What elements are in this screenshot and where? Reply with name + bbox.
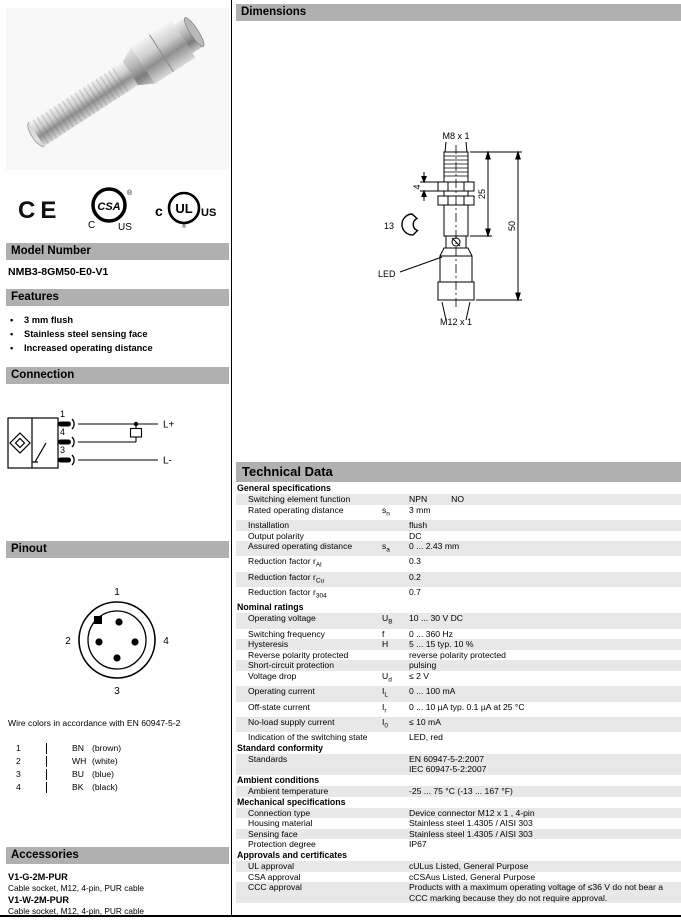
wire-colors-table [16,742,216,794]
tech-row: CSA approval cCSAus Listed, General Purpose [248,871,536,882]
ce-mark-icon [16,191,68,227]
connection-header: Connection [6,367,229,384]
tech-row: Hysteresis H 5 ... 15 typ. 10 % [236,639,681,650]
dim-25-label: 25 [477,188,487,200]
tech-row: Indication of the switching state LED, red [248,732,443,743]
tech-row: Rated operating distance $s_n$ 3 mm [248,504,431,518]
tech-section-header: Ambient conditions [236,775,681,786]
wire-color-row: 1 BN (brown) [16,743,122,753]
pinout-header: Pinout [6,541,229,558]
connection-pin1-label: 1 [60,409,66,419]
tech-row: No-load supply current $I_0$ ≤ 10 mA [236,717,681,732]
ul-c-text: c [155,203,163,219]
tech-row: Operating voltage $U_B$ 10 ... 30 V DC [236,613,681,628]
csa-us-text: US [117,222,132,233]
model-number-value: NMB3-8GM50-E0-V1 [8,266,109,278]
tech-section-header: Standard conformity [236,743,681,754]
dim-wrench-size-label: 13 [384,221,395,231]
column-divider [231,0,232,916]
product-photo [6,8,229,170]
connection-lplus-label: L+ [163,419,175,431]
certification-logos [6,180,229,238]
dim-4-label: 4 [412,184,422,190]
tech-row: Assured operating distance $s_a$ 0 ... 2.43 mm [236,541,681,556]
accessories-header: Accessories [6,847,229,864]
technical-data-table [236,483,681,903]
tech-row: Voltage drop $U_d$ ≤ 2 V [248,671,430,684]
accessories-list [8,870,228,916]
dim-50-label: 50 [507,220,517,232]
ce-mark-text: CE [18,197,62,224]
ul-logo-icon [153,186,219,232]
csa-logo-text: CSA [96,201,121,213]
tech-row: Protection degree IP67 [248,839,427,850]
left-column [6,0,229,923]
dim-thread-top-label: M8 x 1 [442,131,470,141]
wrench-icon [402,214,418,235]
tech-row: Reduction factor $r_{Cu}$ 0.2 [236,572,681,587]
tech-section-header: General specifications [236,483,681,494]
feature-item: • Stainless steel sensing face [10,329,148,339]
tech-row: Output polarity DC [248,530,422,541]
connection-pin4-label: 4 [60,427,66,437]
connection-diagram [6,396,229,526]
tech-row: CCC approval Products with a maximum operating voltage of ≤36 V do not bear a CCC marking because they do not require approval. [236,882,681,903]
tech-row: Sensing face Stainless steel 1.4305 / AISI 303 [236,829,681,840]
wire-color-row: 2 WH (white) [16,756,118,766]
wire-color-row: 3 BU (blue) [16,769,114,779]
tech-row: Off-state current $I_r$ 0 ... 10 µA typ. 0.1 µA at 25 °C [248,701,525,715]
tech-row: Reduction factor $r_{304}$ 0.7 [248,587,421,600]
pinout-diagram [6,578,229,713]
tech-row: UL approval cULus Listed, General Purpose [236,861,681,872]
pinout-pin4-label: 4 [163,636,169,647]
tech-row: Ambient temperature -25 ... 75 °C (-13 ... 167 °F) [236,786,681,797]
tech-row: Switching frequency f 0 ... 360 Hz [248,628,453,639]
accessory-item: V1-W-2M-PUR Cable socket, M12, 4-pin, PUR cable [8,895,145,916]
ul-us-text: US [201,207,217,219]
pinout-pin2-label: 2 [65,636,71,647]
dim-thread-bottom-label: M12 x 1 [439,317,473,327]
features-list [8,313,228,355]
tech-row: Installation flush [236,520,681,531]
ul-registered-mark: ® [182,224,186,230]
csa-c-text: C [87,220,95,231]
csa-registered-mark: ® [126,190,132,197]
dim-led-label: LED [378,269,396,279]
tech-row: Reduction factor $r_{Al}$ 0.3 [248,556,421,570]
tech-row: Housing material Stainless steel 1.4305 / AISI 303 [248,818,533,829]
tech-row: Operating current $I_L$ 0 ... 100 mA [236,686,681,701]
model-number-header: Model Number [6,243,229,260]
wire-color-row: 4 BK (black) [16,782,118,792]
tech-row: Short-circuit protection pulsing [236,660,681,671]
pinout-pin3-label: 3 [114,686,120,697]
accessory-item: V1-G-2M-PUR Cable socket, M12, 4-pin, PUR cable [8,872,145,893]
tech-section-header: Mechanical specifications [236,797,681,808]
features-header: Features [6,289,229,306]
csa-logo-icon [80,183,142,235]
technical-data-header: Technical Data [236,462,681,482]
tech-section-header: Nominal ratings [236,602,681,613]
dimensions-header: Dimensions [236,4,681,21]
tech-row: Switching element function NPN NO [236,494,681,505]
pinout-pin1-label: 1 [114,587,120,598]
ul-logo-text: UL [175,201,193,216]
connection-pin3-label: 3 [60,445,66,455]
tech-row: Standards EN 60947-5-2:2007 IEC 60947-5-2:2007 [236,754,681,775]
feature-item: • 3 mm flush [10,315,74,325]
tech-section-header: Approvals and certificates [236,850,681,861]
sensor-photo-illustration [6,8,229,170]
wire-colors-note: Wire colors in accordance with EN 60947-5-2 [8,718,181,728]
dimension-drawing [366,128,566,338]
right-column [236,0,681,923]
feature-item: • Increased operating distance [10,343,153,353]
tech-row: Reverse polarity protected reverse polarity protected [248,649,506,660]
tech-row: Connection type Device connector M12 x 1 , 4-pin [236,808,681,819]
connection-lminus-label: L- [163,455,172,467]
